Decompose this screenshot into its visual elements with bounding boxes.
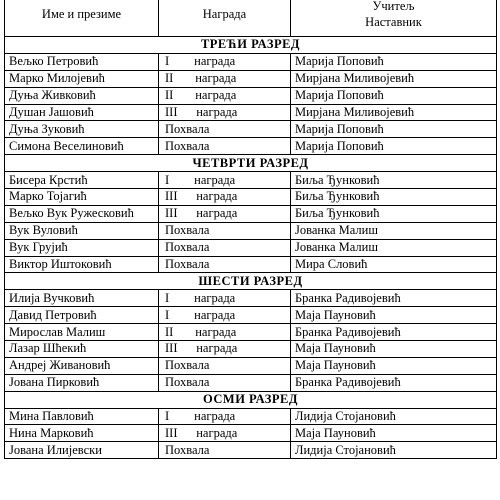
student-name: Мирослав Малиш: [5, 324, 159, 341]
award: Похвала: [159, 222, 291, 239]
table-row: [5, 374, 497, 391]
award: Похвала: [159, 374, 291, 391]
teacher-name: Бранка Радивојевић: [291, 324, 497, 341]
header-award: Награда: [159, 0, 291, 37]
table-row: [5, 425, 497, 442]
student-name: Душан Јашовић: [5, 104, 159, 121]
student-name: Вук Вуловић: [5, 222, 159, 239]
award: Похвала: [159, 138, 291, 155]
section-header-row: [5, 155, 497, 172]
awards-table-body: [5, 0, 497, 459]
award: III награда: [159, 189, 291, 206]
teacher-name: Марија Поповић: [291, 53, 497, 70]
student-name: Давид Петровић: [5, 307, 159, 324]
student-name: Марко Милојевић: [5, 70, 159, 87]
table-row: [5, 138, 497, 155]
student-name: Илија Вучковић: [5, 290, 159, 307]
award: Похвала: [159, 442, 291, 459]
student-name: Марко Тојагић: [5, 189, 159, 206]
teacher-name: Мирјана Миливојевић: [291, 70, 497, 87]
teacher-name: Мирјана Миливојевић: [291, 104, 497, 121]
section-header-row: [5, 37, 497, 54]
award: III награда: [159, 104, 291, 121]
section-title: ТРЕЋИ РАЗРЕД: [5, 37, 497, 54]
award: II награда: [159, 70, 291, 87]
award: Похвала: [159, 121, 291, 138]
table-row: [5, 239, 497, 256]
teacher-name: Маја Пауновић: [291, 357, 497, 374]
teacher-name: Бранка Радивојевић: [291, 374, 497, 391]
table-row: [5, 172, 497, 189]
teacher-name: Маја Пауновић: [291, 425, 497, 442]
teacher-name: Марија Поповић: [291, 87, 497, 104]
table-row: [5, 324, 497, 341]
awards-table: [4, 0, 497, 459]
section-header-row: [5, 273, 497, 290]
teacher-name: Мира Словић: [291, 256, 497, 273]
section-title: ШЕСТИ РАЗРЕД: [5, 273, 497, 290]
section-title: ОСМИ РАЗРЕД: [5, 391, 497, 408]
award: III награда: [159, 425, 291, 442]
award: II награда: [159, 87, 291, 104]
student-name: Јована Илијевски: [5, 442, 159, 459]
student-name: Андреј Живановић: [5, 357, 159, 374]
section-header-row: [5, 391, 497, 408]
table-row: [5, 87, 497, 104]
student-name: Вељко Вук Ружесковић: [5, 205, 159, 222]
table-row: [5, 205, 497, 222]
student-name: Вељко Петровић: [5, 53, 159, 70]
teacher-name: Маја Пауновић: [291, 341, 497, 358]
teacher-name: Марија Поповић: [291, 121, 497, 138]
award: I награда: [159, 290, 291, 307]
student-name: Дуња Зуковић: [5, 121, 159, 138]
table-row: [5, 104, 497, 121]
award: I награда: [159, 307, 291, 324]
table-row: [5, 53, 497, 70]
student-name: Бисера Крстић: [5, 172, 159, 189]
award: III награда: [159, 205, 291, 222]
award: III награда: [159, 341, 291, 358]
award: II награда: [159, 324, 291, 341]
section-title: ЧЕТВРТИ РАЗРЕД: [5, 155, 497, 172]
student-name: Виктор Иштоковић: [5, 256, 159, 273]
award: I награда: [159, 53, 291, 70]
student-name: Симона Веселиновић: [5, 138, 159, 155]
award: Похвала: [159, 239, 291, 256]
award: Похвала: [159, 256, 291, 273]
header-teacher-line1: Учитељ: [372, 0, 415, 13]
table-row: [5, 408, 497, 425]
teacher-name: Биља Ђунковић: [291, 189, 497, 206]
table-row: [5, 307, 497, 324]
header-teacher: [291, 0, 497, 37]
teacher-name: Маја Пауновић: [291, 307, 497, 324]
table-row: [5, 442, 497, 459]
student-name: Дуња Живковић: [5, 87, 159, 104]
table-row: [5, 357, 497, 374]
table-row: [5, 70, 497, 87]
teacher-name: Биља Ђунковић: [291, 172, 497, 189]
header-name: Име и презиме: [5, 0, 159, 37]
student-name: Нина Марковић: [5, 425, 159, 442]
student-name: Јована Пирковић: [5, 374, 159, 391]
teacher-name: Лидија Стојановић: [291, 442, 497, 459]
teacher-name: Биља Ђунковић: [291, 205, 497, 222]
table-row: [5, 290, 497, 307]
award: I награда: [159, 408, 291, 425]
header-row: [5, 0, 497, 37]
table-row: [5, 121, 497, 138]
table-row: [5, 341, 497, 358]
table-row: [5, 222, 497, 239]
table-row: [5, 256, 497, 273]
award: I награда: [159, 172, 291, 189]
award: Похвала: [159, 357, 291, 374]
teacher-name: Бранка Радивојевић: [291, 290, 497, 307]
table-row: [5, 189, 497, 206]
teacher-name: Јованка Малиш: [291, 222, 497, 239]
student-name: Вук Грујић: [5, 239, 159, 256]
header-teacher-line2: Наставник: [365, 15, 422, 29]
teacher-name: Лидија Стојановић: [291, 408, 497, 425]
student-name: Лазар Шћекић: [5, 341, 159, 358]
teacher-name: Јованка Малиш: [291, 239, 497, 256]
student-name: Мина Павловић: [5, 408, 159, 425]
teacher-name: Марија Поповић: [291, 138, 497, 155]
